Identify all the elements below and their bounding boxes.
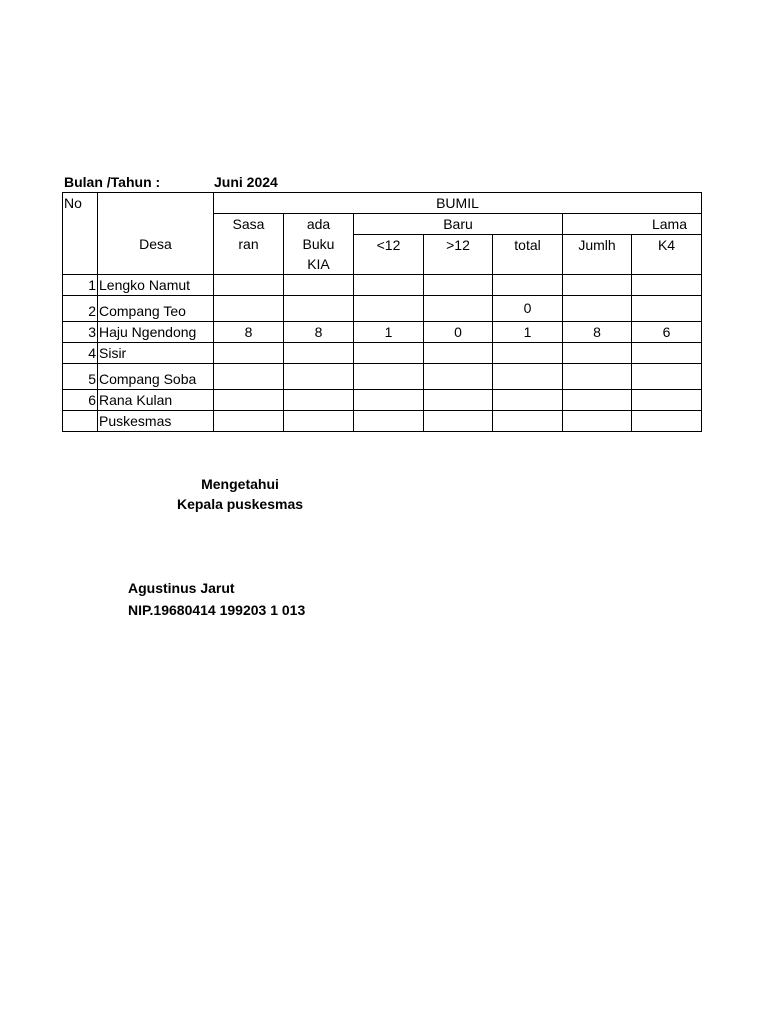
header-lama-blank [563, 214, 632, 235]
row-gt12 [424, 343, 493, 364]
header-buku-line2: Buku [302, 236, 335, 252]
row-sasaran [214, 343, 284, 364]
table-row [63, 275, 702, 296]
header-gt12: >12 [424, 235, 493, 275]
row-lt12 [354, 411, 424, 432]
header-bumil: BUMIL [214, 193, 702, 214]
row-k4 [632, 343, 702, 364]
row-desa: Sisir [98, 343, 214, 364]
row-total [493, 343, 563, 364]
row-buku [284, 275, 354, 296]
row-desa: Puskesmas [98, 411, 214, 432]
header-sasaran-line2: ran [238, 236, 259, 252]
row-buku [284, 411, 354, 432]
row-lt12 [354, 296, 424, 322]
header-sasaran-line1: Sasa [232, 216, 265, 232]
row-gt12 [424, 411, 493, 432]
row-k4 [632, 390, 702, 411]
row-lt12 [354, 364, 424, 390]
row-jumlh [563, 296, 632, 322]
row-desa: Compang Soba [98, 364, 214, 390]
header-buku-line3: KIA [307, 256, 330, 272]
row-sasaran [214, 390, 284, 411]
header-jumlh: Jumlh [563, 235, 632, 275]
row-gt12 [424, 275, 493, 296]
row-lt12: 1 [354, 322, 424, 343]
row-total [493, 390, 563, 411]
row-k4 [632, 411, 702, 432]
row-lt12 [354, 390, 424, 411]
period-value: Juni 2024 [214, 174, 278, 190]
row-total [493, 364, 563, 390]
row-k4: 6 [632, 322, 702, 343]
row-jumlh: 8 [563, 322, 632, 343]
header-lama: Lama [632, 214, 702, 235]
row-no: 1 [63, 275, 98, 296]
row-buku [284, 343, 354, 364]
table-row [63, 343, 702, 364]
header-row-2 [63, 214, 702, 235]
row-buku [284, 296, 354, 322]
row-sasaran: 8 [214, 322, 284, 343]
row-lt12 [354, 275, 424, 296]
row-jumlh [563, 364, 632, 390]
header-sasaran [214, 214, 284, 275]
row-buku: 8 [284, 322, 354, 343]
row-jumlh [563, 390, 632, 411]
header-buku-line1: ada [306, 216, 331, 232]
row-desa: Lengko Namut [98, 275, 214, 296]
row-buku [284, 364, 354, 390]
header-baru: Baru [354, 214, 563, 235]
row-no: 5 [63, 364, 98, 390]
row-sasaran [214, 364, 284, 390]
row-total: 1 [493, 322, 563, 343]
row-desa: Rana Kulan [98, 390, 214, 411]
header-desa-blank-top [98, 193, 214, 214]
signature-name: Agustinus Jarut [128, 580, 235, 596]
header-buku [284, 214, 354, 275]
row-gt12 [424, 364, 493, 390]
row-k4 [632, 364, 702, 390]
row-gt12: 0 [424, 322, 493, 343]
header-no: No [63, 193, 98, 214]
header-total: total [493, 235, 563, 275]
period-label: Bulan /Tahun : [64, 174, 161, 190]
row-jumlh [563, 275, 632, 296]
row-no [63, 411, 98, 432]
row-gt12 [424, 390, 493, 411]
row-jumlh [563, 343, 632, 364]
header-no-blank [63, 214, 98, 275]
table-row [63, 296, 702, 322]
row-gt12 [424, 296, 493, 322]
signature-position: Kepala puskesmas [176, 496, 304, 512]
row-sasaran [214, 275, 284, 296]
header-k4: K4 [632, 235, 702, 275]
header-lt12: <12 [354, 235, 424, 275]
row-no: 6 [63, 390, 98, 411]
row-total [493, 275, 563, 296]
row-total [493, 411, 563, 432]
row-sasaran [214, 296, 284, 322]
row-sasaran [214, 411, 284, 432]
header-row-1 [63, 193, 702, 214]
row-k4 [632, 275, 702, 296]
report-table [62, 192, 702, 432]
row-lt12 [354, 343, 424, 364]
table-row [63, 364, 702, 390]
table-row [63, 322, 702, 343]
row-k4 [632, 296, 702, 322]
signature-acknowledge: Mengetahui [201, 476, 279, 492]
signature-nip: NIP.19680414 199203 1 013 [128, 602, 306, 618]
row-no: 4 [63, 343, 98, 364]
row-no: 2 [63, 296, 98, 322]
table-row [63, 411, 702, 432]
header-desa: Desa [98, 214, 214, 275]
row-no: 3 [63, 322, 98, 343]
row-desa: Haju Ngendong [98, 322, 214, 343]
table-row [63, 390, 702, 411]
row-desa: Compang Teo [98, 296, 214, 322]
row-buku [284, 390, 354, 411]
row-total: 0 [493, 296, 563, 322]
row-jumlh [563, 411, 632, 432]
